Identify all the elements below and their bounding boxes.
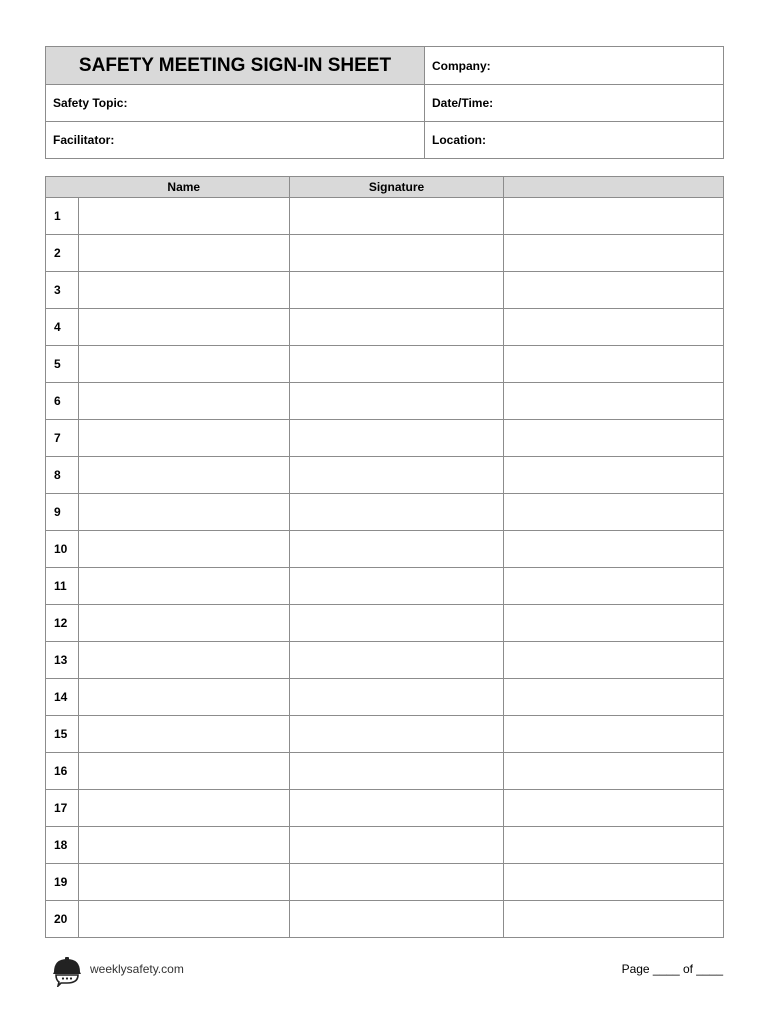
name-cell[interactable] <box>79 420 290 457</box>
row-number: 1 <box>46 198 79 235</box>
signature-cell[interactable] <box>290 864 504 901</box>
name-cell[interactable] <box>79 198 290 235</box>
name-cell[interactable] <box>79 346 290 383</box>
extra-cell[interactable] <box>504 568 724 605</box>
roster-row <box>46 753 724 790</box>
row-number: 17 <box>46 790 79 827</box>
row-number: 2 <box>46 235 79 272</box>
extra-cell[interactable] <box>504 531 724 568</box>
name-cell[interactable] <box>79 531 290 568</box>
row-number: 4 <box>46 309 79 346</box>
name-cell[interactable] <box>79 716 290 753</box>
roster-row <box>46 531 724 568</box>
signature-cell[interactable] <box>290 716 504 753</box>
roster-row <box>46 494 724 531</box>
extra-cell[interactable] <box>504 901 724 938</box>
row-number: 10 <box>46 531 79 568</box>
extra-cell[interactable] <box>504 309 724 346</box>
name-column-header: Name <box>79 177 290 198</box>
roster-row <box>46 864 724 901</box>
extra-cell[interactable] <box>504 420 724 457</box>
roster-row <box>46 679 724 716</box>
name-cell[interactable] <box>79 827 290 864</box>
signature-cell[interactable] <box>290 198 504 235</box>
extra-cell[interactable] <box>504 827 724 864</box>
roster-row <box>46 716 724 753</box>
roster-row <box>46 272 724 309</box>
roster-row <box>46 827 724 864</box>
signature-cell[interactable] <box>290 457 504 494</box>
footer-brand-text: weeklysafety.com <box>90 962 184 976</box>
name-cell[interactable] <box>79 605 290 642</box>
name-cell[interactable] <box>79 679 290 716</box>
roster-row <box>46 642 724 679</box>
name-cell[interactable] <box>79 790 290 827</box>
roster-row <box>46 457 724 494</box>
row-number: 14 <box>46 679 79 716</box>
extra-cell[interactable] <box>504 272 724 309</box>
row-number: 9 <box>46 494 79 531</box>
roster-row <box>46 420 724 457</box>
extra-cell[interactable] <box>504 642 724 679</box>
row-number: 6 <box>46 383 79 420</box>
row-number: 15 <box>46 716 79 753</box>
signature-cell[interactable] <box>290 346 504 383</box>
signature-cell[interactable] <box>290 642 504 679</box>
meeting-info-table <box>45 46 724 159</box>
roster-row <box>46 790 724 827</box>
extra-cell[interactable] <box>504 790 724 827</box>
signature-cell[interactable] <box>290 568 504 605</box>
name-cell[interactable] <box>79 864 290 901</box>
extra-cell[interactable] <box>504 235 724 272</box>
row-number: 5 <box>46 346 79 383</box>
signature-column-header: Signature <box>290 177 504 198</box>
row-number: 18 <box>46 827 79 864</box>
extra-cell[interactable] <box>504 864 724 901</box>
signature-cell[interactable] <box>290 309 504 346</box>
row-number: 8 <box>46 457 79 494</box>
extra-cell[interactable] <box>504 457 724 494</box>
extra-cell[interactable] <box>504 198 724 235</box>
extra-cell[interactable] <box>504 383 724 420</box>
name-cell[interactable] <box>79 309 290 346</box>
signature-cell[interactable] <box>290 901 504 938</box>
roster-row <box>46 901 724 938</box>
name-cell[interactable] <box>79 457 290 494</box>
row-number: 13 <box>46 642 79 679</box>
signature-cell[interactable] <box>290 420 504 457</box>
row-number: 20 <box>46 901 79 938</box>
name-cell[interactable] <box>79 753 290 790</box>
signature-cell[interactable] <box>290 753 504 790</box>
roster-row <box>46 198 724 235</box>
signature-cell[interactable] <box>290 235 504 272</box>
extra-column-header <box>504 177 724 198</box>
roster-row <box>46 605 724 642</box>
name-cell[interactable] <box>79 272 290 309</box>
signature-cell[interactable] <box>290 790 504 827</box>
signature-cell[interactable] <box>290 494 504 531</box>
row-number: 11 <box>46 568 79 605</box>
signature-cell[interactable] <box>290 272 504 309</box>
company-field[interactable]: Company: <box>425 47 724 85</box>
location-field[interactable]: Location: <box>425 122 724 159</box>
name-cell[interactable] <box>79 568 290 605</box>
facilitator-field[interactable]: Facilitator: <box>46 122 425 159</box>
signature-cell[interactable] <box>290 531 504 568</box>
sign-in-roster-table <box>45 176 724 938</box>
name-cell[interactable] <box>79 494 290 531</box>
extra-cell[interactable] <box>504 346 724 383</box>
name-cell[interactable] <box>79 642 290 679</box>
hardhat-chat-logo-icon <box>50 955 84 987</box>
sheet-title: SAFETY MEETING SIGN-IN SHEET <box>46 47 425 85</box>
roster-row <box>46 235 724 272</box>
number-column-header <box>46 177 79 198</box>
extra-cell[interactable] <box>504 679 724 716</box>
page-number-text: Page ____ of ____ <box>621 962 723 976</box>
signature-cell[interactable] <box>290 605 504 642</box>
extra-cell[interactable] <box>504 753 724 790</box>
roster-row <box>46 346 724 383</box>
roster-row <box>46 309 724 346</box>
roster-row <box>46 568 724 605</box>
signature-cell[interactable] <box>290 383 504 420</box>
signature-cell[interactable] <box>290 679 504 716</box>
date-time-field[interactable]: Date/Time: <box>425 85 724 122</box>
extra-cell[interactable] <box>504 605 724 642</box>
name-cell[interactable] <box>79 901 290 938</box>
name-cell[interactable] <box>79 235 290 272</box>
roster-row <box>46 383 724 420</box>
signature-cell[interactable] <box>290 827 504 864</box>
row-number: 16 <box>46 753 79 790</box>
row-number: 7 <box>46 420 79 457</box>
name-cell[interactable] <box>79 383 290 420</box>
safety-topic-field[interactable]: Safety Topic: <box>46 85 425 122</box>
row-number: 19 <box>46 864 79 901</box>
row-number: 12 <box>46 605 79 642</box>
extra-cell[interactable] <box>504 494 724 531</box>
extra-cell[interactable] <box>504 716 724 753</box>
roster-header-row <box>46 177 724 198</box>
row-number: 3 <box>46 272 79 309</box>
